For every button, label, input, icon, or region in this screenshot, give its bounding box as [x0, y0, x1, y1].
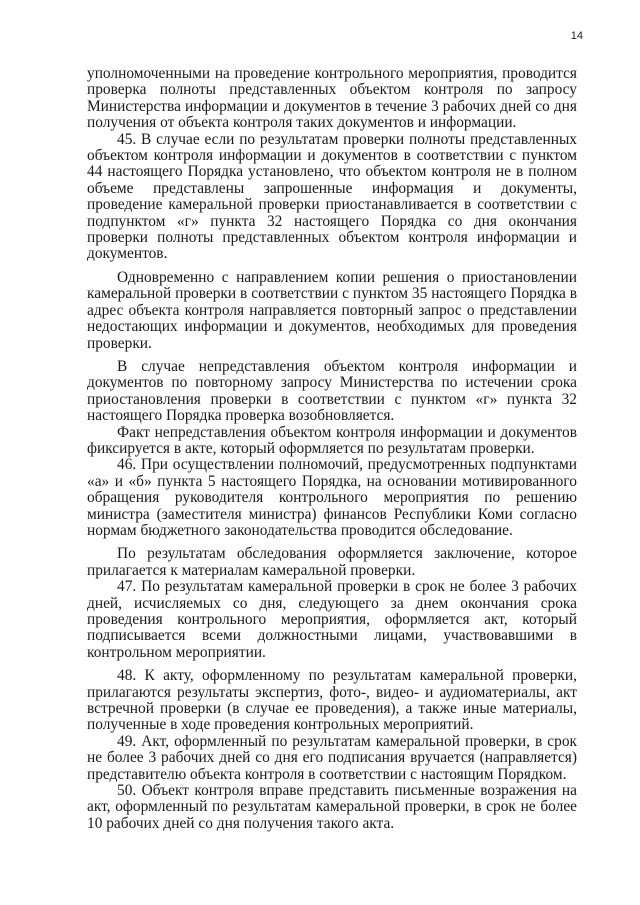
paragraph-50: 50. Объект контроля вправе представить письменные возражения на акт, оформленный по результатам камеральной проверки, в срок не более 10 рабочих дней со дня получения такого акта.	[87, 782, 577, 832]
paragraph-47: 47. По результатам камеральной проверки в срок не более 3 рабочих дней, исчисляемых со дня, следующего за днем окончания срока проведения контрольного мероприятия, оформляется акт, который подписывается всеми должностными лицами, участвовавшими в контрольном мероприятии.	[87, 578, 577, 661]
paragraph-49: 49. Акт, оформленный по результатам камеральной проверки, в срок не более 3 рабочих дней со дня его подписания вручается (направляется) представителю объекта контроля в соответствии с настоящим Порядком.	[87, 732, 577, 783]
paragraph-48: 48. К акту, оформленному по результатам камеральной проверки, прилагаются результаты экспертиз, фото-, видео- и аудиоматериалы, акт встречной проверки (в случае ее проведения), а также иные материалы, полученные в ходе проведения контрольных мероприятий.	[87, 667, 577, 734]
paragraph-46: 46. При осуществлении полномочий, предусмотренных подпунктами «а» и «б» пункта 5 настоящего Порядка, на основании мотивированного обращения руководителя контрольного мероприятия по решению министра (заместителя министра) финансов Республики Коми согласно нормам бюджетного законодательства проводится обследование.	[87, 456, 577, 539]
page-number: 14	[570, 30, 583, 42]
document-body	[87, 66, 577, 832]
paragraph-resume-check: В случае непредставления объектом контроля информации и документов по повторному запросу Министерства по истечении срока приостановления проверки в соответствии с пунктом «г» пункта 32 настоящего Порядка проверка возобновляется.	[87, 357, 577, 425]
paragraph-45: 45. В случае если по результатам проверки полноты представленных объектом контроля информации и документов в соответствии с пунктом 44 настоящего Порядка установлено, что объектом контроля не в полном объеме представлены запрошенные информация и документы, проведение камеральной проверки приостанавливается в соответствии с подпунктом «г» пункта 32 настоящего Порядка со дня окончания проверки полноты представленных объектом контроля информации и документов.	[87, 130, 577, 263]
paragraph-conclusion: По результатам обследования оформляется заключение, которое прилагается к материалам камеральной проверки.	[87, 545, 577, 579]
paragraph-record-in-act: Факт непредставления объектом контроля информации и документов фиксируется в акте, который оформляется по результатам проверки.	[87, 423, 577, 457]
paragraph-continuation: уполномоченными на проведение контрольного мероприятия, проводится проверка полноты представленных объектом контроля по запросу Министерства информации и документов в течение 3 рабочих дней со дня получения от объекта контроля таких документов и информации.	[87, 65, 577, 132]
paragraph-resend-request: Одновременно с направлением копии решения о приостановлении камеральной проверки в соответствии с пунктом 35 настоящего Порядка в адрес объекта контроля направляется повторный запрос о представлении недостающих информации и документов, необходимых для проведения проверки.	[87, 268, 577, 352]
